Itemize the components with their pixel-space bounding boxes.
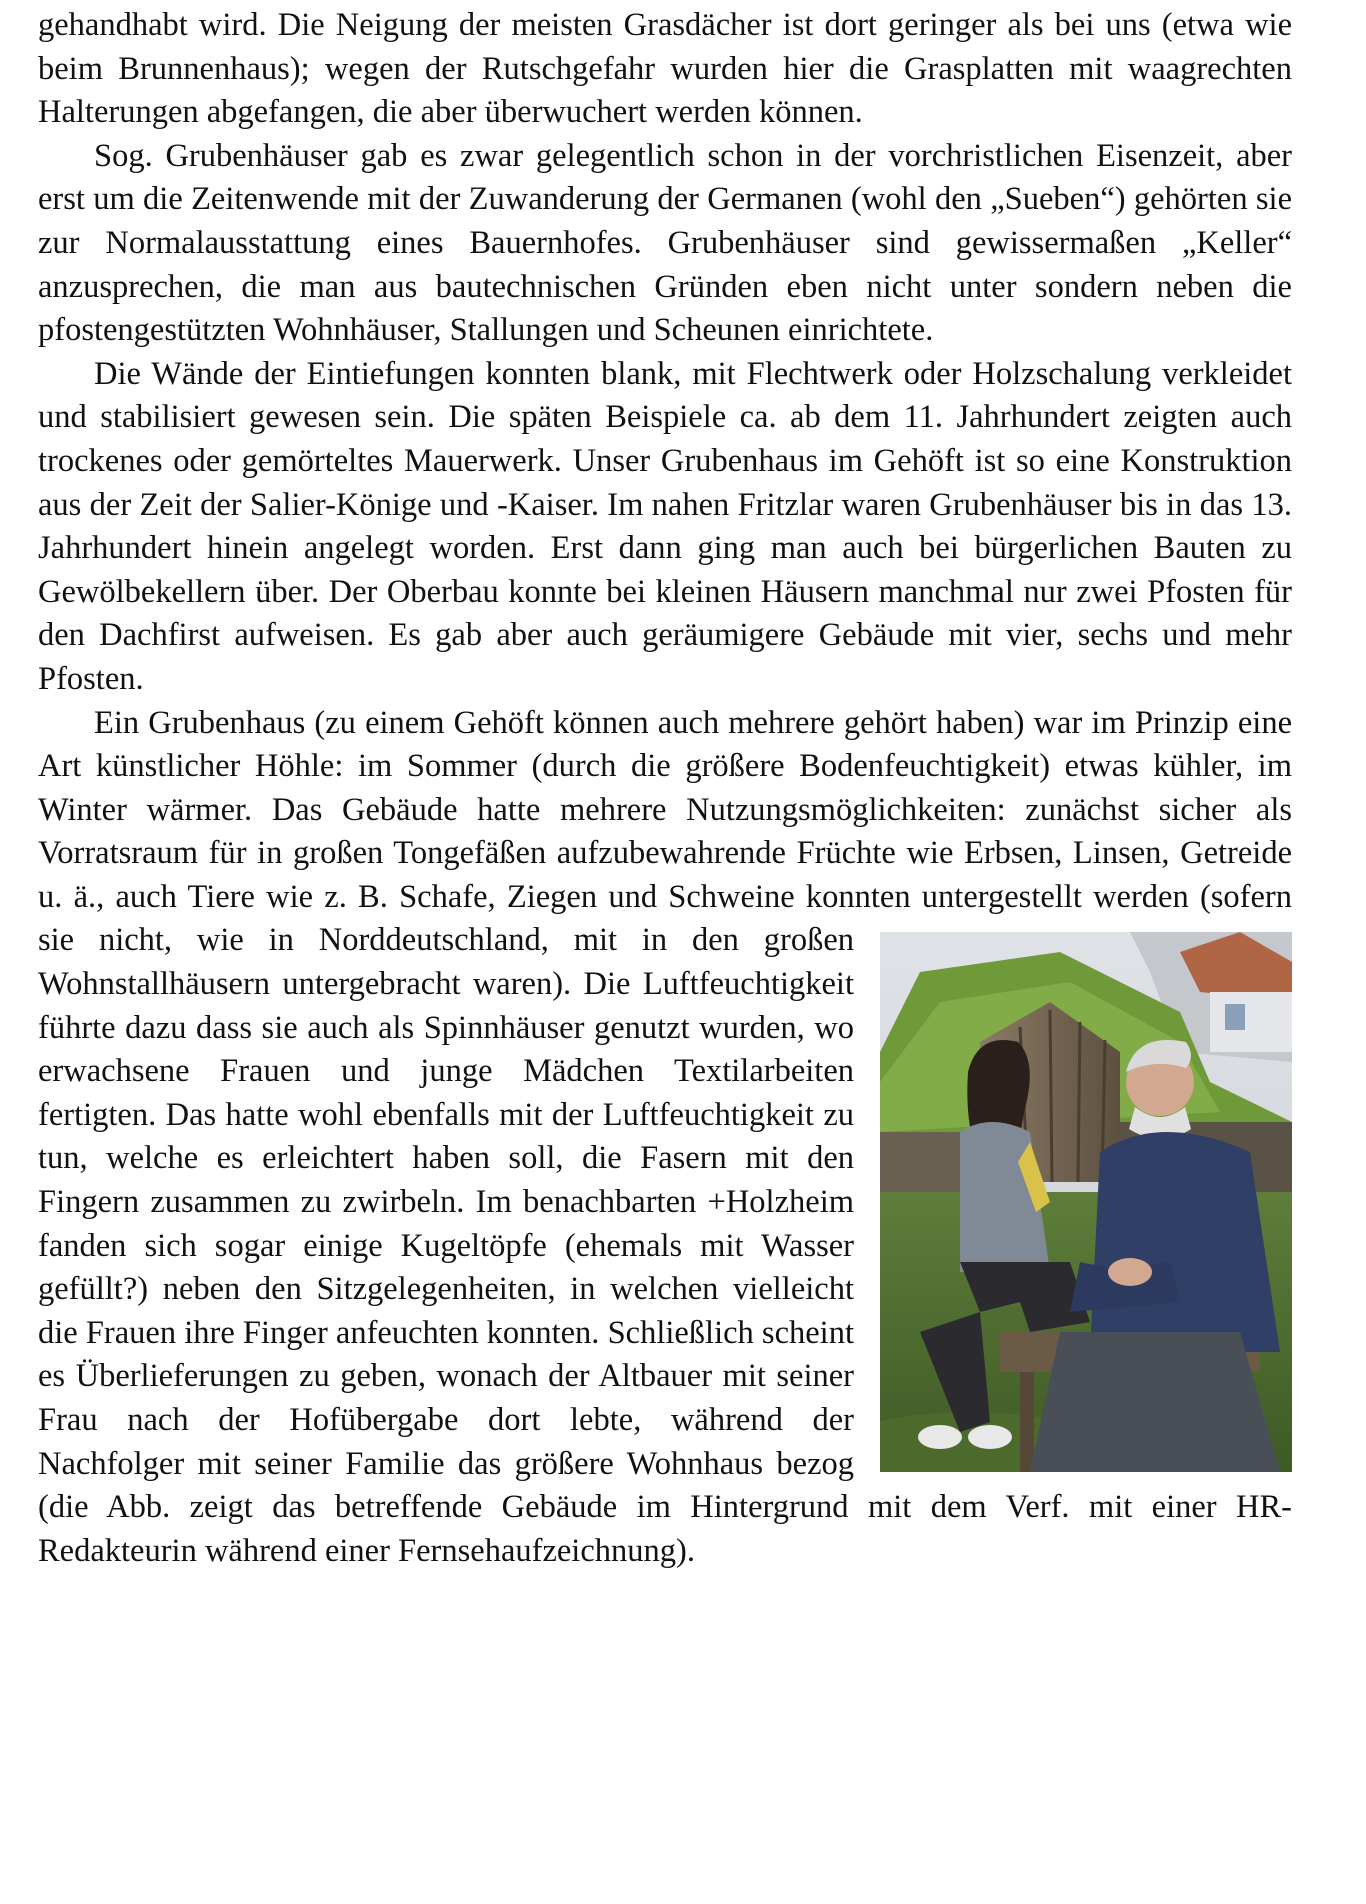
- paragraph-3: Die Wände der Eintiefungen konnten blank, mit Flechtwerk oder Holzschalung verkleidet und stabilisiert gewesen sein. Die späten Beispiele ca. ab dem 11. Jahrhundert zeigten auch trockenes oder gemörteltes Mauerwerk. Unser Grubenhaus im Gehöft ist so eine Konstruktion aus der Zeit der Salier-Könige und -Kaiser. Im nahen Fritzlar waren Grubenhäuser bis in das 13. Jahrhundert hinein angelegt worden. Erst dann ging man auch bei bürgerlichen Bauten zu Gewölbekellern über. Der Oberbau konnte bei kleinen Häusern manchmal nur zwei Pfosten für den Dachfirst aufweisen. Es gab aber auch geräumigere Gebäude mit vier, sechs und mehr Pfosten.: [38, 355, 1292, 697]
- paragraph-2: Sog. Grubenhäuser gab es zwar gelegentlich schon in der vorchristlichen Eisenzeit, aber erst um die Zeitenwende mit der Zuwanderung der Germanen (wohl den „Sueben“) gehörten sie zur Normalausstattung eines Bauernhofes. Grubenhäuser sind gewissermaßen „Keller“ anzusprechen, die man aus bautechnischen Gründen eben nicht unter sondern neben die pfostengestützten Wohnhäuser, Stallungen und Scheunen einrichtete.: [38, 137, 1292, 349]
- photo-image: [880, 932, 1292, 1472]
- document-page: [38, 4, 1292, 1573]
- man-sweater: [1090, 1132, 1280, 1352]
- paragraph-4: [38, 702, 1292, 1574]
- photo-figure: [880, 932, 1292, 1472]
- paragraph-4-rest: nicht, wie in Norddeutschland, mit in den großen Wohnstallhäusern untergebracht waren). Die Luftfeuchtigkeit führte dazu dass sie auch als Spinnhäuser genutzt wurden, wo erwachsene Frauen und junge Mädchen Textilarbeiten fertigten. Das hatte wohl ebenfalls mit der Luftfeuchtigkeit zu tun, welche es erleichtert haben soll, die Fasern mit den Fingern zusammen zu zwirbeln. Im benachbarten +Holzheim fanden sich sogar einige Kugeltöpfe (ehemals mit Wasser gefüllt?) neben den Sitzgelegenheiten, in welchen vielleicht die Frauen ihre Finger anfeuchten konnten. Schließlich scheint es Überlieferungen zu geben, wonach der Altbauer mit seiner Frau nach der Hofübergabe dort lebte, während der Nachfolger mit seiner Familie das größere Wohnhaus bezog (die Abb. zeigt das betreffende Gebäude im Hintergrund mit dem Verf. mit einer HR-Redakteurin während einer Fernsehaufzeichnung).: [38, 922, 1292, 1569]
- man-trousers: [1030, 1332, 1280, 1472]
- paragraph-4-start: Ein Grubenhaus (zu einem Gehöft können auch mehrere gehört haben) war im Prinzip eine Art künstlicher Höhle: im Sommer (durch die größere Bodenfeuchtigkeit) etwas kühler, im Winter wärmer. Das Gebäude hatte mehrere Nutzungsmöglichkeiten: zunächst sicher als Vorratsraum für in großen Tongefäßen aufzubewahrende Früchte wie Erbsen, Linsen, Getreide u. ä., auch Tiere wie z. B. Schafe, Ziegen und Schweine konnten untergestellt werden (sofern sie: [38, 704, 1292, 959]
- paragraph-1: gehandhabt wird. Die Neigung der meisten Grasdächer ist dort geringer als bei uns (etwa wie beim Brunnenhaus); wegen der Rutschgefahr wurden hier die Grasplatten mit waagrechten Halterungen abgefangen, die aber überwuchert werden können.: [38, 7, 1292, 131]
